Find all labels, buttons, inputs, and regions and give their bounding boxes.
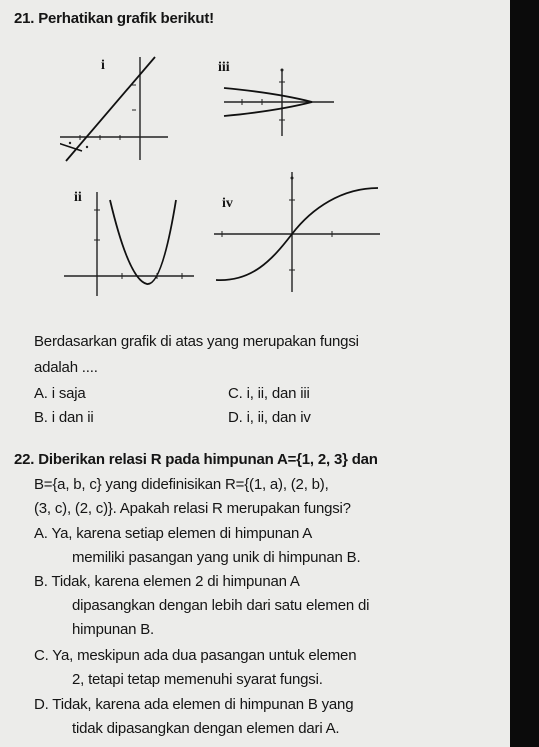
q22-option-c-cont: 2, tetapi tetap memenuhi syarat fungsi. bbox=[72, 671, 323, 688]
q22-option-b[interactable]: B. Tidak, karena elemen 2 di himpunan A bbox=[34, 573, 300, 590]
graph-iv-dot bbox=[291, 177, 294, 180]
graph-i-dot bbox=[69, 142, 71, 144]
graph-ii bbox=[62, 190, 197, 300]
q22-option-c[interactable]: C. Ya, meskipun ada dua pasangan untuk elemen bbox=[34, 647, 357, 664]
q21-option-b[interactable]: B. i dan ii bbox=[34, 409, 94, 426]
graph-iii-dot bbox=[281, 69, 284, 72]
q21-option-a[interactable]: A. i saja bbox=[34, 385, 86, 402]
graph-ii-parabola bbox=[110, 200, 176, 284]
q21-stem-line1: Berdasarkan grafik di atas yang merupakan fungsi bbox=[34, 333, 359, 350]
graph-i bbox=[60, 55, 170, 165]
q22-line2: B={a, b, c} yang didefinisikan R={(1, a), (2, b), bbox=[34, 476, 329, 493]
q22-line3: (3, c), (2, c)}. Apakah relasi R merupakan fungsi? bbox=[34, 500, 351, 517]
q22-line1: 22. Diberikan relasi R pada himpunan A={1, 2, 3} dan bbox=[14, 451, 378, 468]
q21-title: 21. Perhatikan grafik berikut! bbox=[14, 10, 214, 27]
graph-i-curve bbox=[66, 57, 155, 161]
dark-edge bbox=[510, 0, 539, 747]
q21-option-d[interactable]: D. i, ii, dan iv bbox=[228, 409, 311, 426]
q22-option-d-cont: tidak dipasangkan dengan elemen dari A. bbox=[72, 720, 340, 737]
graph-iv bbox=[212, 170, 382, 295]
graph-iv-label: iv bbox=[222, 196, 233, 211]
q22-option-a-cont: memiliki pasangan yang unik di himpunan B. bbox=[72, 549, 361, 566]
q22-option-b-cont2: himpunan B. bbox=[72, 621, 155, 638]
q22-option-d[interactable]: D. Tidak, karena ada elemen di himpunan B yang bbox=[34, 696, 354, 713]
q22-option-b-cont: dipasangkan dengan lebih dari satu elemen di bbox=[72, 597, 370, 614]
graph-iii bbox=[222, 68, 337, 148]
q22-option-a[interactable]: A. Ya, karena setiap elemen di himpunan A bbox=[34, 525, 313, 542]
graph-i-dot bbox=[86, 146, 88, 148]
q21-option-c[interactable]: C. i, ii, dan iii bbox=[228, 385, 310, 402]
graph-i-label: i bbox=[101, 58, 105, 73]
q21-stem-line2: adalah .... bbox=[34, 359, 98, 376]
graph-ii-label: ii bbox=[74, 190, 82, 205]
graph-iii-label: iii bbox=[218, 60, 230, 75]
